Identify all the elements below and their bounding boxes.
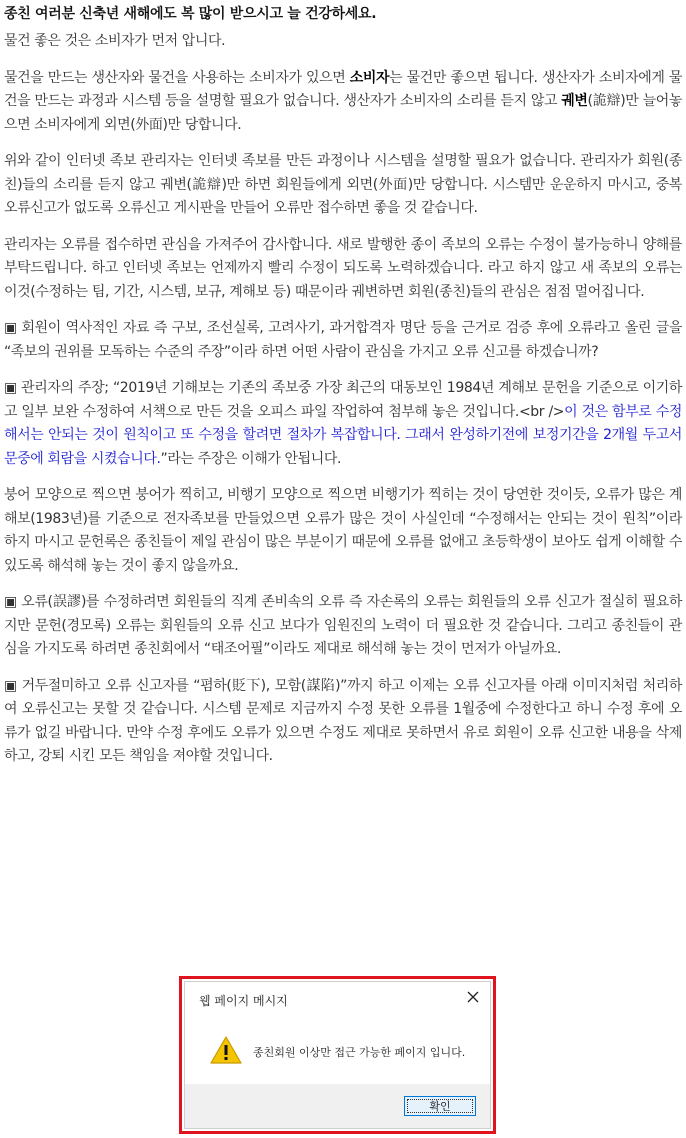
dialog-body	[185, 1018, 490, 1088]
p2-text-e: (詭辯)만 늘어놓으면 소비자에게 외면(外面)만 당합니다.	[4, 93, 682, 133]
paragraph-1: 물건 좋은 것은 소비자가 먼저 압니다.	[4, 33, 226, 49]
dialog-message: 종친회원 이상만 접근 가능한 페이지 입니다.	[253, 1046, 466, 1059]
p6-blue-quote: 이 것은 함부로 수정해서는 안되는 것이 원칙이고 또 수정을 할려면 절차가 복잡합니다. 그래서 완성하기전에 보정기간을 2개월 두고서 문중에 회람을 시켰습니다.	[4, 403, 682, 467]
paragraph-8: ▣ 오류(誤謬)를 수정하려면 회원들의 직계 존비속의 오류 즉 자손록의 오류는 회원들의 오류 신고가 절실히 필요하지만 문헌(경모록) 오류는 회원들의 오류 신고 보다가 임원진의 노력이 더 필요한 것 같습니다. 그리고 종친들이 관심을 가지도록 하려면 종친회에서 “태조어필”이라도 제대로 해석해 놓는 것이 먼저가 아닐까요.	[4, 594, 682, 657]
paragraph-2	[4, 67, 682, 138]
ok-button[interactable]: 확인	[404, 1096, 476, 1116]
dialog-footer	[185, 1084, 490, 1128]
p6-text-a: ▣ 관리자의 주장; “2019년 기해보는 기존의 족보중 가장 최근의 대동보인 1984년 계해보 문헌을 기준으로 이기하고 일부 보완 수정하여 서책으로 만든 것을 오피스 파일 작업하여 첨부해 놓은 것입니다.<br />	[4, 380, 682, 420]
p6-text-c: ”라는 주장은 이해가 안됩니다.	[160, 450, 342, 467]
paragraph-4: 관리자는 오류를 접수하면 관심을 가져주어 감사합니다. 새로 발행한 종이 족보의 오류는 수정이 불가능하니 양해를 부탁드립니다. 하고 인터넷 족보는 언제까지 빨리 수정이 되도록 노력하겠습니다. 라고 하지 않고 새 족보의 오류는 이것(수정하는 팀, 기간, 시스템, 보규, 계해보 등) 때문이라 궤변하면 회원(종친)들의 관심은 점점 멀어집니다.	[4, 236, 682, 300]
dialog-title: 웹 페이지 메시지	[199, 994, 288, 1008]
web-page-message-dialog	[184, 981, 491, 1129]
paragraph-3: 위와 같이 인터넷 족보 관리자는 인터넷 족보를 만든 과정이나 시스템을 설명할 필요가 없습니다. 관리자가 회원(종친)들의 소리를 듣지 않고 궤변(詭辯)만 하면 회원들에게 외면(外面)만 당합니다. 시스템만 운운하지 마시고, 중복 오류신고가 없도록 오류신고 게시판을 만들어 오류만 접수하면 좋을 것 같습니다.	[4, 153, 682, 216]
p2-text-c: 는 물건만 좋으면 됩니다. 생산자가 소비자에게 물건을 만드는 과정과 시스템 등을 설명할 필요가 없습니다. 생산자가 소비자의 소리를 듣지 않고	[4, 69, 682, 109]
close-icon[interactable]	[464, 988, 482, 1006]
dialog-highlight-frame	[179, 976, 496, 1134]
paragraph-6	[4, 377, 682, 471]
p2-bold-sophistry: 궤변	[561, 93, 588, 109]
p2-bold-consumer: 소비자	[349, 69, 390, 86]
headline: 종친 여러분 신축년 새해에도 복 많이 받으시고 늘 건강하세요.	[4, 6, 377, 22]
paragraph-9: ▣ 거두절미하고 오류 신고자를 “폄하(貶下), 모함(謀陷)”까지 하고 이제는 오류 신고자를 아래 이미지처럼 처리하여 오류신고는 못할 것 같습니다. 시스템 문제로 지금까지 수정 못한 오류를 1월중에 수정한다고 하니 수정 후에 오류가 없길 바랍니다. 만약 수정 후에도 오류가 있으면 수정도 제대로 못하면서 유로 회원이 오류 신고한 내용을 삭제하고, 강퇴 시킨 모든 책임을 져야할 것입니다.	[4, 677, 682, 764]
warning-icon	[209, 1035, 243, 1065]
article	[4, 0, 682, 769]
paragraph-5: ▣ 회원이 역사적인 자료 즉 구보, 조선실록, 고려사기, 과거합격자 명단 등을 근거로 검증 후에 오류라고 올린 글을 “족보의 권위를 모독하는 수준의 주장”이라 하면 어떤 사람이 관심을 가지고 오류 신고를 하겠습니까?	[4, 320, 682, 360]
paragraph-7: 붕어 모양으로 찍으면 붕어가 찍히고, 비행기 모양으로 찍으면 비행기가 찍히는 것이 당연한 것이듯, 오류가 많은 계해보(1983년)를 기준으로 전자족보를 만들었으면 오류가 많은 것이 사실인데 “수정해서는 안되는 것이 원칙”이라 하지 마시고 문헌록은 종친들이 제일 관심이 많은 부분이기 때문에 오류를 없애고 초등학생이 보아도 쉽게 이해할 수 있도록 해석해 놓는 것이 좋지 않을까요.	[4, 487, 682, 574]
p2-text-a: 물건을 만드는 생산자와 물건을 사용하는 소비자가 있으면	[4, 69, 350, 86]
